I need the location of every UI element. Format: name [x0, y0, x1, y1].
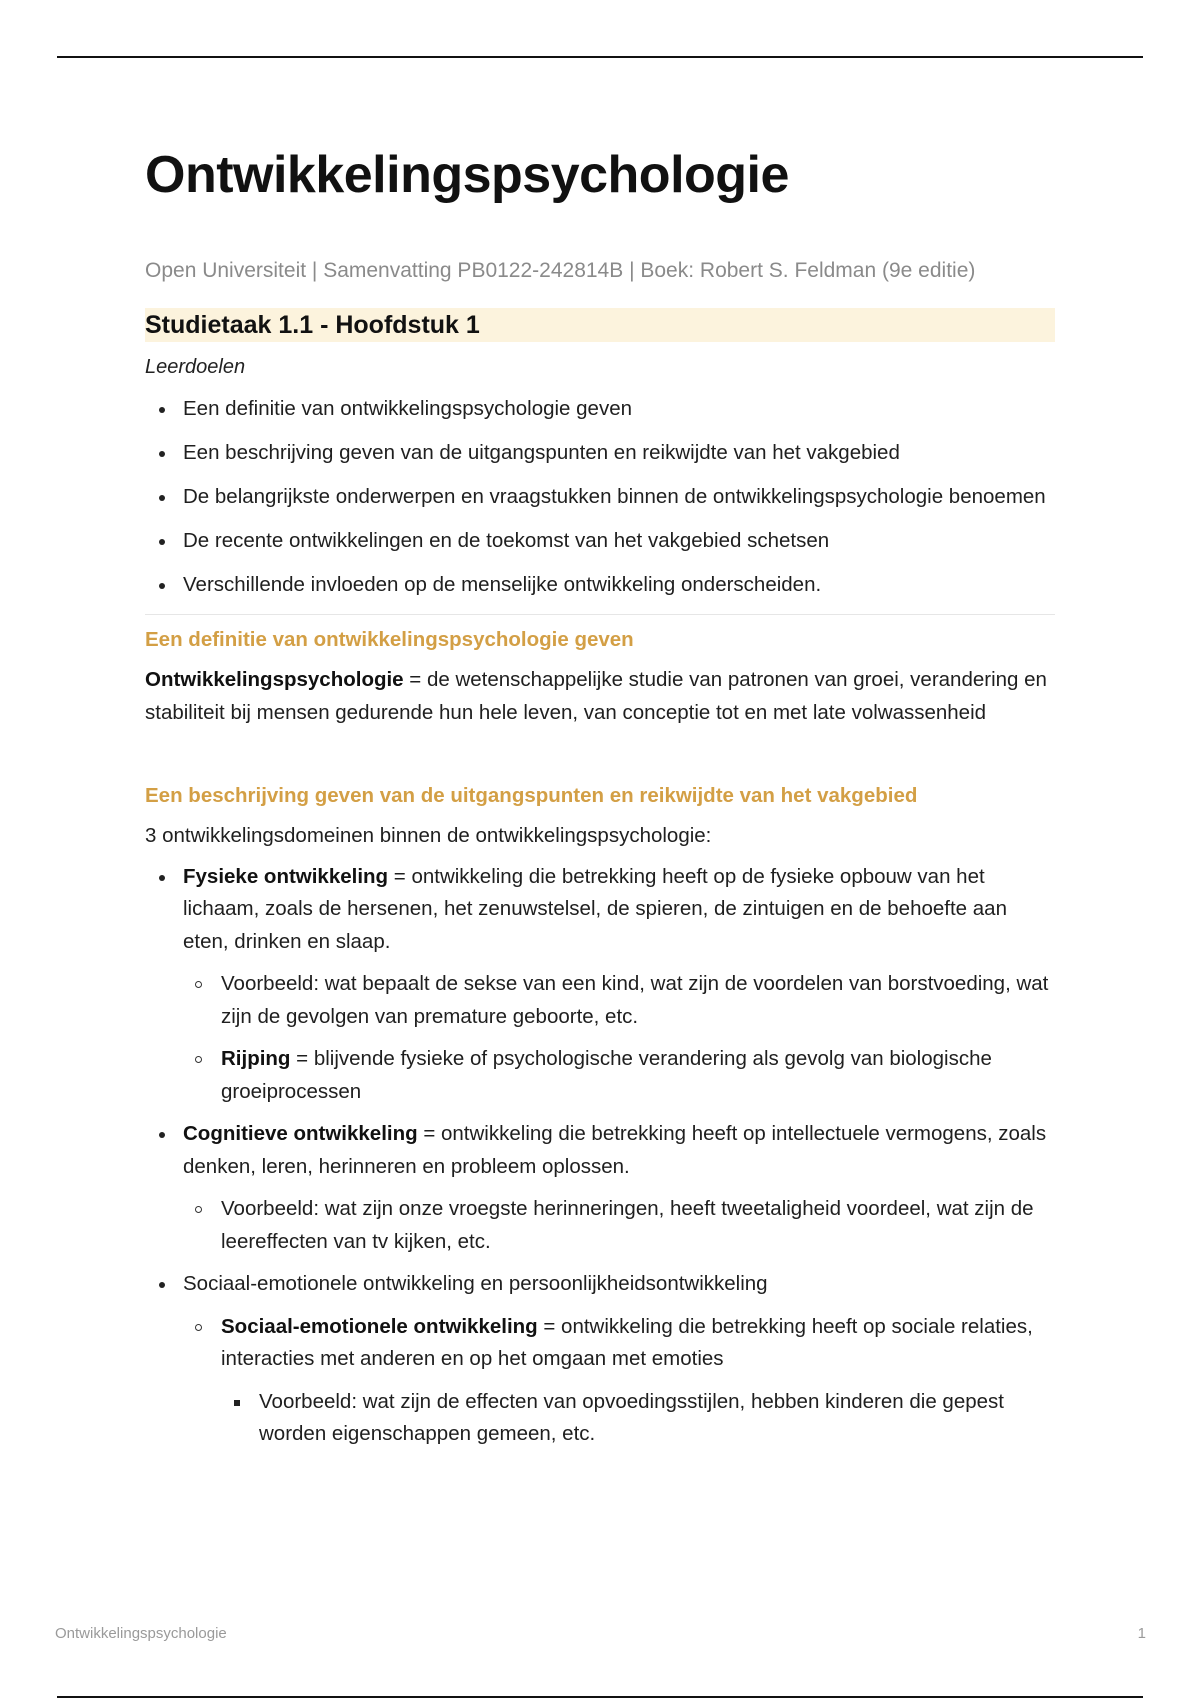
list-item-social: Sociaal-emotionele ontwikkeling en persoonlijkheidsontwikkeling	[145, 1268, 1055, 1301]
term-social-emotional: Sociaal-emotionele ontwikkeling	[221, 1314, 538, 1338]
text-social-emotional: = ontwikkeling die betrekking heeft op sociale relaties, interacties met anderen en op het omgaan met emoties	[221, 1314, 1033, 1370]
document-meta: Open Universiteit | Samenvatting PB0122-242814B | Boek: Robert S. Feldman (9e editie)	[145, 259, 976, 282]
definition-text: = de wetenschappelijke studie van patronen van groei, verandering en stabiliteit bij mensen gedurende hun hele leven, van conceptie tot en met late volwassenheid	[145, 668, 1047, 724]
page-number: 1	[1137, 1625, 1146, 1642]
list-item-physical-example: Voorbeeld: wat bepaalt de sekse van een kind, wat zijn de voordelen van borstvoeding, wat zijn de gevolgen van premature geboorte, etc.	[145, 968, 1055, 1033]
text-cognitive: = ontwikkeling die betrekking heeft op intellectuele vermogens, zoals denken, leren, herinneren en probleem oplossen.	[183, 1122, 1047, 1178]
term-cognitive: Cognitieve ontwikkeling	[183, 1122, 418, 1145]
goal-item: De recente ontwikkelingen en de toekomst van het vakgebied schetsen	[145, 526, 1055, 556]
divider	[145, 614, 1055, 615]
definition-paragraph	[145, 664, 1055, 729]
goal-item: Een beschrijving geven van de uitgangspunten en reikwijdte van het vakgebied	[145, 438, 1055, 468]
domains-list	[145, 861, 1055, 1451]
heading-definition: Een definitie van ontwikkelingspsychologie geven	[145, 628, 634, 651]
top-rule	[57, 56, 1143, 58]
text-physical: = ontwikkeling die betrekking heeft op de fysieke opbouw van het lichaam, zoals de hersenen, het zenuwstelsel, de spieren, de zintuigen en de behoefte aan eten, drinken en slaap.	[183, 864, 1007, 953]
term-physical: Fysieke ontwikkeling	[183, 864, 389, 888]
goals-subheading: Leerdoelen	[145, 356, 246, 378]
list-item-cognitive	[145, 1118, 1055, 1183]
section-header	[145, 308, 1055, 342]
list-item-social-example: Voorbeeld: wat zijn de effecten van opvoedingsstijlen, hebben kinderen die gepest worden eigenschappen gemeen, etc.	[145, 1386, 1055, 1451]
list-item-social-emotional	[145, 1311, 1055, 1376]
list-item-maturation	[145, 1043, 1055, 1108]
heading-scope: Een beschrijving geven van de uitgangspunten en reikwijdte van het vakgebied	[145, 784, 918, 807]
footer-title: Ontwikkelingspsychologie	[55, 1625, 227, 1642]
text-maturation: = blijvende fysieke of psychologische verandering als gevolg van biologische groeiprocessen	[221, 1047, 992, 1103]
goals-list	[145, 394, 1055, 600]
goal-item: Verschillende invloeden op de menselijke ontwikkeling onderscheiden.	[145, 570, 1055, 600]
term-maturation: Rijping	[221, 1047, 291, 1070]
definition-term: Ontwikkelingspsychologie	[145, 668, 404, 691]
list-item-physical	[145, 861, 1055, 959]
list-item-cognitive-example: Voorbeeld: wat zijn onze vroegste herinneringen, heeft tweetaligheid voordeel, wat zijn de leereffecten van tv kijken, etc.	[145, 1193, 1055, 1258]
section-title: Studietaak 1.1 - Hoofdstuk 1	[145, 311, 480, 339]
document-title: Ontwikkelingspsychologie	[145, 146, 789, 204]
domains-intro: 3 ontwikkelingsdomeinen binnen de ontwikkelingspsychologie:	[145, 824, 712, 847]
goal-item: Een definitie van ontwikkelingspsychologie geven	[145, 394, 1055, 424]
bottom-rule	[57, 1696, 1143, 1698]
goal-item: De belangrijkste onderwerpen en vraagstukken binnen de ontwikkelingspsychologie benoemen	[145, 482, 1055, 512]
page-content	[145, 140, 1055, 1461]
